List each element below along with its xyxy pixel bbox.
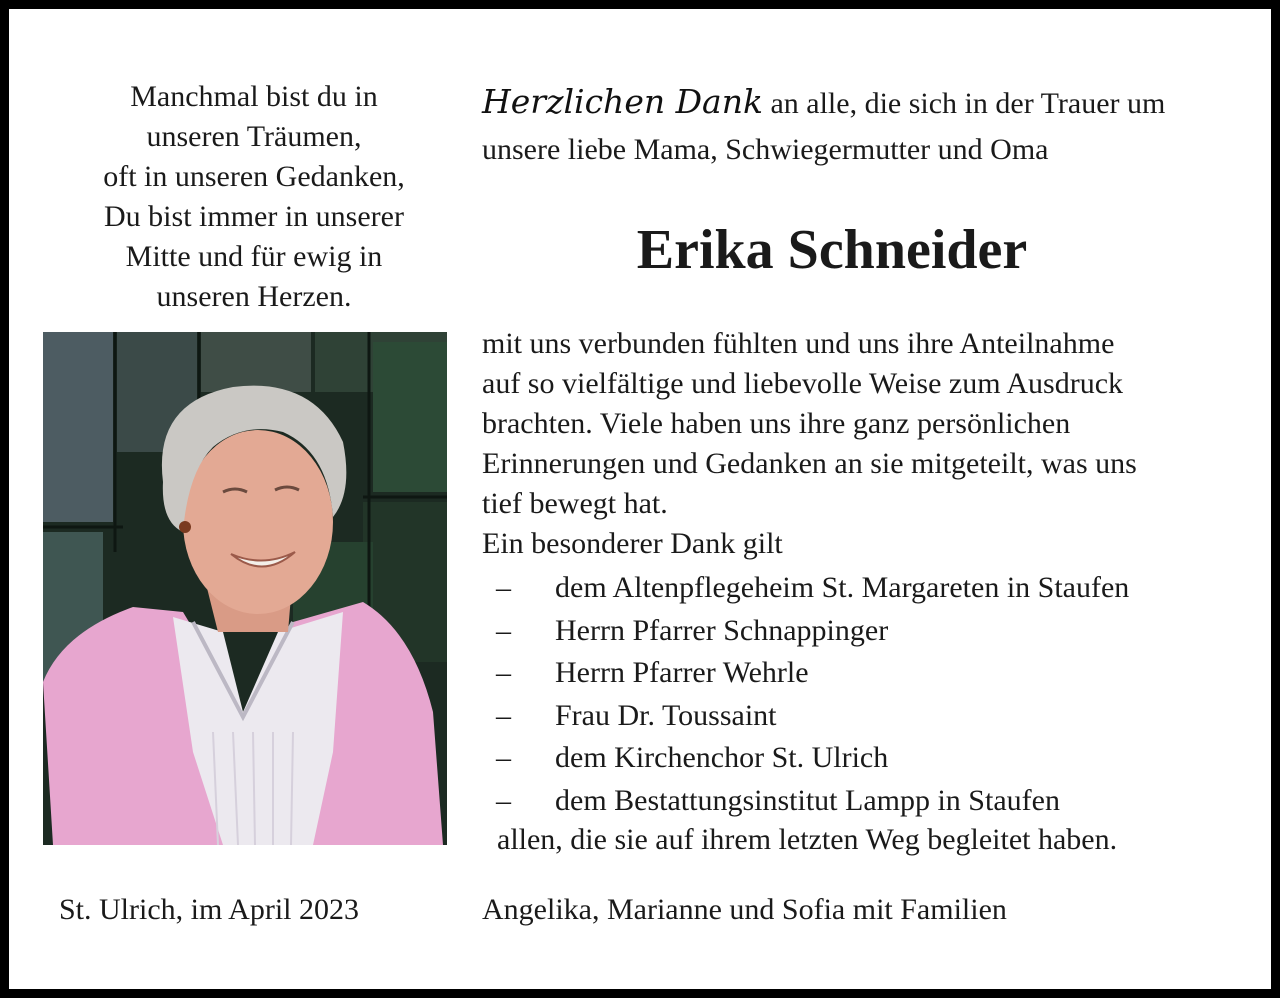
- deceased-name: Erika Schneider: [636, 219, 1028, 281]
- list-item-text: Herrn Pfarrer Schnappinger: [555, 613, 889, 647]
- list-item-text: dem Altenpflegeheim St. Margareten in Staufen: [555, 571, 1130, 604]
- signature: Angelika, Marianne und Sofia mit Familien: [482, 893, 1007, 926]
- poem-line: Mitte und für ewig in: [125, 240, 383, 273]
- dash-bullet: –: [496, 741, 511, 775]
- portrait-illustration: [43, 332, 447, 845]
- thanks-heading: Herzlichen Dank: [482, 82, 763, 121]
- body-line: tief bewegt hat.: [482, 487, 668, 520]
- list-item-text: dem Bestattungsinstitut Lampp in Staufen: [555, 783, 1060, 817]
- closing-line: allen, die sie auf ihrem letzten Weg begleitet haben.: [497, 823, 1118, 856]
- poem-line: oft in unseren Gedanken,: [103, 160, 405, 193]
- dash-bullet: –: [496, 613, 511, 647]
- body-line: brachten. Viele haben uns ihre ganz persönlichen: [482, 407, 1071, 440]
- dash-bullet: –: [496, 783, 511, 817]
- intro-text: an alle, die sich in der Trauer um: [762, 87, 1166, 120]
- list-item-text: Herrn Pfarrer Wehrle: [555, 656, 809, 690]
- body-line: Erinnerungen und Gedanken an sie mitgeteilt, was uns: [482, 447, 1137, 480]
- list-item-text: dem Kirchenchor St. Ulrich: [555, 741, 889, 775]
- body-text: [482, 324, 1272, 564]
- body-line: auf so vielfältige und liebevolle Weise zum Ausdruck: [482, 367, 1124, 400]
- intro: [482, 82, 1272, 170]
- poem-line: Manchmal bist du in: [130, 80, 378, 113]
- poem-line: Du bist immer in unserer: [104, 200, 404, 233]
- portrait-photo: [43, 332, 447, 845]
- body-line: mit uns verbunden fühlten und uns ihre Anteilnahme: [482, 327, 1115, 360]
- place-date: St. Ulrich, im April 2023: [59, 893, 359, 926]
- memorial-poem: [49, 77, 459, 317]
- poem-line: unseren Träumen,: [146, 120, 362, 153]
- body-line: Ein besonderer Dank gilt: [482, 527, 783, 560]
- dash-bullet: –: [496, 571, 511, 604]
- intro-line-2: unsere liebe Mama, Schwiegermutter und Oma: [482, 133, 1049, 166]
- list-item-text: Frau Dr. Toussaint: [555, 698, 777, 732]
- intro-line-1: [482, 82, 1272, 124]
- dash-bullet: –: [496, 656, 511, 690]
- dash-bullet: –: [496, 698, 511, 732]
- poem-line: unseren Herzen.: [156, 280, 352, 313]
